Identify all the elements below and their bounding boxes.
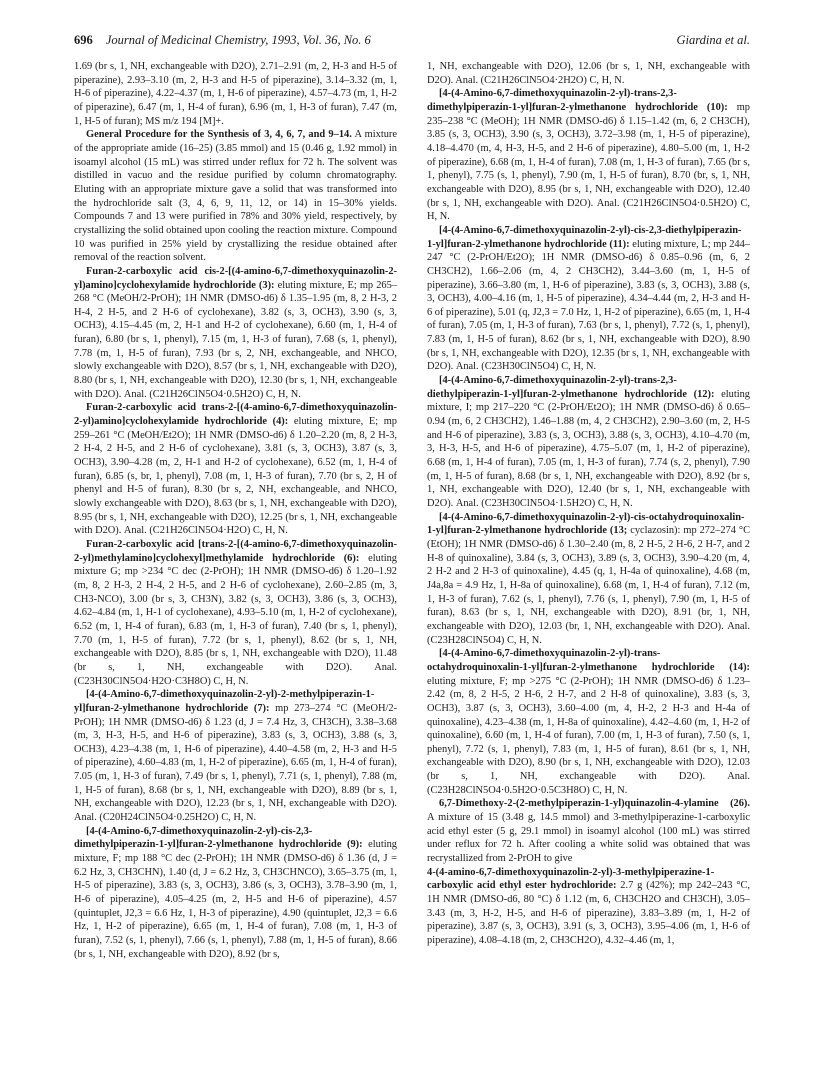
paragraph (427, 87, 750, 224)
paragraph (427, 511, 750, 648)
compound-heading: Furan-2-carboxylic acid cis-2-[(4-amino-6,7-dimethoxyquinazolin-2-yl)amino]cyclohexylamide hydrochloride (3): (74, 265, 397, 291)
compound-heading: [4-(4-Amino-6,7-dimethoxyquinazolin-2-yl)-2-methylpiperazin-1-yl]furan-2-ylmethanone hydrochloride (7): (74, 689, 375, 714)
paragraph-text: eluting mixture, I; mp 217–220 °C (2-PrOH/Et2O); 1H NMR (DMSO-d6) δ 0.65–0.94 (m, 6, 2 CH3CH2), 1.46–1.88 (m, 4, 2 CH3CH2), 2.90–3.60 (m, 2, H-5 and H-6 of piperazine), 3.83 (s, 3, OCH3), 3.88 (s, 3, OCH3), 4.10–4.70 (m, 3, H-3, H-5, and H-6 of piperazine), 4.75–5.07 (m, 1, H-2 of piperazine), 6.68 (m, 1, H-4 of furan), 7.05 (m, 1, H-3 of furan), 7.74 (s, 2, phenyl), 7.90 (m, 1, H-5 of furan), 8.68 (br s, 1, NH, exchangeable with D2O), 8.92 (br s, 1, NH, exchangeable with D2O), 12.40 (br s, 1, NH, exchangeable with D2O). Anal. (C23H30ClN5O4·1.5H2O) C, H, N. (427, 388, 750, 509)
paragraph (74, 688, 397, 825)
paragraph (74, 401, 397, 538)
paragraph-text: 1, NH, exchangeable with D2O), 12.06 (br s, 1, NH, exchangeable with D2O). Anal. (C21H26ClN5O4·2H2O) C, H, N. (427, 61, 750, 86)
paragraph-text: eluting mixture, L; mp 244–247 °C (2-PrOH/Et2O); 1H NMR (DMSO-d6) δ 0.85–0.96 (m, 6, 2 CH3CH2), 1.66–2.06 (m, 4, 2 CH3CH2), 3.44–3.60 (m, 1, H-5 of piperazine), 3.66–3.80 (m, 1, H-6 of piperazine), 3.83 (s, 3, OCH3), 3.88 (s, 3, OCH3), 4.00–4.16 (m, 1, H-5 of piperazine), 4.34–4.44 (m, 2, H-3 and H-6 of piperazine), 5.01 (q, J2,3 = 7.0 Hz, 1, H-2 of piperazine), 6.65 (m, 1, H-4 of furan), 7.05 (m, 1, H-3 of furan), 7.63 (br s, 1, phenyl), 7.72 (s, 1, phenyl), 7.83 (m, 1, H-5 of furan), 8.62 (br s, 1, NH, exchangeable with D2O), 8.90 (br s, 1, NH, exchangeable with D2O), 12.35 (br s, 1, NH, exchangeable with D2O). Anal. (C23H30ClN5O4) C, H, N. (427, 238, 750, 373)
compound-heading: [4-(4-Amino-6,7-dimethoxyquinazolin-2-yl)-cis-octahydroquinoxalin-1-yl]furan-2-ylmethanone hydrochloride (13; (427, 511, 745, 537)
paragraph-text: 2.7 g (42%); mp 242–243 °C, 1H NMR (DMSO-d6, 80 °C) δ 1.12 (m, 6, CH3CH2O and CH3CH), 3.05–3.43 (m, 3, H-2, H-5, and H-6 of piperazine), 3.83–3.89 (m, 1, H-2 of piperazine), 3.87 (s, 3, OCH3), 3.91 (s, 3, OCH3), 3.95–4.06 (m, 1, H-6 of piperazine), 4.08–4.18 (m, 2, CH3CH2O), 4.32–4.46 (m, 1, (427, 880, 750, 946)
paragraph-text: eluting mixture, E; mp 265–268 °C (MeOH/2-PrOH); 1H NMR (DMSO-d6) δ 1.35–1.95 (m, 8, 2 H-3, 2 H-4, 2 H-5, and 2 H-6 of cyclohexane), 3.82 (s, 3, OCH3), 3.90 (s, 3, OCH3), 4.15–4.45 (m, 2, H-1 and H-2 of cyclohexane), 6.60 (m, 1, H-4 of furan), 6.80 (br s, 1, phenyl), 7.15 (m, 1, H-3 of furan), 7.68 (s, 1, phenyl), 7.78 (m, 1, H-5 of furan), 7.93 (br s, 2, NH, exchangeable, and NHCO, slowly exchangeable with D2O), 8.57 (br s, 1, NH, exchangeable with D2O), 8.80 (br s, 1, NH, exchangeable with D2O), 12.30 (br s, 1, NH, exchangeable with D2O). Anal. (C21H26ClN5O4·0.5H2O) C, H, N. (74, 279, 397, 400)
paragraph (74, 265, 397, 402)
paragraph (74, 825, 397, 962)
paragraph (427, 374, 750, 511)
page-number: 696 (74, 33, 93, 47)
paragraph (74, 538, 397, 688)
paragraph-text: 1.69 (br s, 1, NH, exchangeable with D2O), 2.71–2.91 (m, 2, H-3 and H-5 of piperazine), 2.93–3.10 (m, 2, H-3 and H-5 of piperazine), 3.14–3.32 (m, 1, H-6 of piperazine), 4.22–4.37 (m, 1, H-6 of piperazine), 4.57–4.73 (m, 1, H-2 of piperazine), 6.47 (m, 1, H-4 of furan), 6.96 (m, 1, H-3 of furan), 7.47 (m, 1, H-5 of furan); MS m/z 194 [M]+. (74, 61, 397, 127)
compound-heading: [4-(4-Amino-6,7-dimethoxyquinazolin-2-yl)-trans-2,3-diethylpiperazin-1-yl]furan-2-ylmethanone hydrochloride (12): (427, 375, 715, 400)
running-authors: Giardina et al. (676, 33, 750, 47)
paragraph-text: A mixture of the appropriate amide (16–25) (3.85 mmol) and 15 (0.46 g, 1.92 mmol) in isoamyl alcohol (15 mL) was stirred under reflux for 72 h. The solvent was distilled in vacuo and the residue purified by column chromatography. Eluting with an appropriate mixture gave a solid that was transformed into the hydrochloride salt (3, 4, 6, 9, 11, 12, or 14) in 15–30% yields. Compounds 7 and 13 were purified in 78% and 30% yield, respectively, by crystallizing the solid obtained upon cooling the reaction mixture. Compound 10 was purified in 25% yield by crystallizing the residue obtained after removal of the reaction solvent. (74, 129, 397, 264)
compound-heading: [4-(4-Amino-6,7-dimethoxyquinazolin-2-yl)-trans-2,3-dimethylpiperazin-1-yl]furan-2-ylmethanone hydrochloride (10): (427, 88, 728, 113)
right-column (427, 60, 750, 1060)
paragraph-text: A mixture of 15 (3.48 g, 14.5 mmol) and 3-methylpiperazine-1-carboxylic acid ethyl ester (5 g, 29.1 mmol) in isoamyl alcohol (100 mL) was stirred under reflux for 72 h. After cooling a white solid was obtained that was recrystallized from 2-PrOH to give (427, 812, 750, 865)
journal-citation: Journal of Medicinal Chemistry, 1993, Vol. 36, No. 6 (105, 33, 371, 47)
paragraph-text: mp 235–238 °C (MeOH); 1H NMR (DMSO-d6) δ 1.15–1.42 (m, 6, 2 CH3CH), 3.85 (s, 3, OCH3), 3.90 (s, 3, OCH3), 3.72–3.98 (m, 1, H-5 of piperazine), 4.18–4.470 (m, 4, H-3, H-5, and 2 H-6 of piperazine), 4.80–5.00 (m, 1, H-2 of piperazine), 6.68 (m, 1, H-4 of furan), 7.08 (m, 1, H-3 of furan), 7.65 (br s, 1, phenyl), 7.75 (s, 1, phenyl), 7.90 (m, 1, H-5 of furan), 8.70 (br, s, 1, NH, exchangeable with D2O), 8.95 (br s, 1, NH, exchangeable with D2O), 12.40 (br s, 1, NH, exchangeable with D2O). Anal. (C21H26ClN5O4·0.5H2O) C, H, N. (427, 101, 750, 223)
left-column (74, 60, 397, 1060)
paragraph-text: eluting mixture, F; mp >275 °C (2-PrOH); 1H NMR (DMSO-d6) δ 1.23–2.42 (m, 8, 2 H-5, 2 H-6, 2 H-7, and 2 H-8 of quinoxaline), 3.83 (s, 3, OCH3), 3.87 (s, 3, OCH3), 3.60–4.00 (m, 4, H-2, 2 H-3 and H-4a of quinoxaline), 4.23–4.38 (m, 1, H-8a of quinoxaline), 4.42–4.60 (m, 1, H-2 of quinoxaline), 6.60 (m, 1, H-4 of furan), 7.00 (m, 1, H-3 of furan), 7.50 (s, 1, phenyl), 7.72 (s, 1, phenyl), 7.83 (m, 1, H-5 of furan), 8.61 (br s, 1, NH, exchangeable with D2O), 8.90 (br s, 1, NH, exchangeable with D2O), 12.03 (br s, 1, NH, exchangeable with D2O). Anal. (C23H28ClN5O4·0.5H2O·0.5C3H8O) C, H, N. (427, 675, 750, 796)
compound-heading: 6,7-Dimethoxy-2-(2-methylpiperazin-1-yl)quinazolin-4-ylamine (26). (439, 798, 750, 810)
paragraph (427, 60, 750, 87)
paragraph (427, 866, 750, 948)
paragraph-text: eluting mixture, F; mp 188 °C dec (2-PrOH); 1H NMR (DMSO-d6) δ 1.36 (d, J = 6.2 Hz, 3, CH3CHN), 1.40 (d, J = 6.2 Hz, 3, CH3CHNCO), 3.65–3.75 (m, 1, H-5 of piperazine), 3.83 (s, 3, OCH3), 3.86 (s, 3, OCH3), 3.78–3.90 (m, 1, H-6 of piperazine), 4.05–4.25 (m, 2, H-5 and H-6 of piperazine), 4.57 (quintuplet, J2,3 = 6.6 Hz, 1, H-3 of piperazine), 4.90 (quintuplet, J2,3 = 6.6 Hz, 1, H-2 of piperazine), 6.65 (m, 1, H-4 of furan), 7.08 (m, 1, H-3 of furan), 7.52 (s, 1, phenyl), 7.66 (s, 1, phenyl), 7.88 (m, 1, H-5 of furan), 8.66 (br s, 1, NH, exchangeable with D2O), 8.92 (br s, (74, 839, 397, 960)
compound-heading: [4-(4-Amino-6,7-dimethoxyquinazolin-2-yl)-trans-octahydroquinoxalin-1-yl]furan-2-ylmethanone hydrochloride (14): (427, 648, 750, 673)
compound-heading: 4-(4-amino-6,7-dimethoxyquinazolin-2-yl)-3-methylpiperazine-1-carboxylic acid ethyl ester hydrochloride: (427, 866, 715, 892)
compound-heading: [4-(4-Amino-6,7-dimethoxyquinazolin-2-yl)-cis-2,3-dimethylpiperazin-1-yl]furan-2-ylmethanone hydrochloride (9): (74, 825, 363, 851)
compound-heading: General Procedure for the Synthesis of 3, 4, 6, 7, and 9–14. (86, 129, 352, 141)
paragraph (427, 224, 750, 374)
running-header (74, 30, 750, 50)
paragraph (74, 128, 397, 265)
paragraph-text: cyclazosin): mp 272–274 °C (EtOH); 1H NMR (DMSO-d6) δ 1.30–2.40 (m, 8, 2 H-5, 2 H-6, 2 H-7, and 2 H-8 of quinoxaline), 3.84 (s, 3, OCH3), 3.89 (s, 3, OCH3), 3.90–4.20 (m, 4, 2 H-2 and 2 H-3 of quinoxaline), 4.45 (q, 1, H-4a of quinoxaline), 4.68 (m, J4a,8a = 4.9 Hz, 1, H-8a of quinoxaline), 6.68 (m, 1, H-4 of furan), 7.12 (m, 1, H-3 of furan), 7.62 (s, 1, phenyl), 7.76 (s, 1, phenyl), 7.90 (m, 1, H-5 of furan), 8.63 (br s, 1, NH, exchangeable with D2O), 8.91 (br, 1, NH, exchangeable with D2O), 12.03 (br, 1, NH, exchangeable with D2O). Anal. (C23H28ClN5O4) C, H, N. (427, 525, 750, 646)
paragraph (74, 60, 397, 128)
paragraph-text: mp 273–274 °C (MeOH/2-PrOH); 1H NMR (DMSO-d6) δ 1.23 (d, J = 7.4 Hz, 3, CH3CH), 3.38–3.68 (m, 3, H-3, H-5, and H-6 of piperazine), 3.83 (s, 3, OCH3), 3.88 (s, 3, OCH3), 4.23–4.38 (m, 1, H-6 of piperazine), 4.40–4.58 (m, 2, H-3 and H-5 of piperazine), 4.60–4.83 (m, 1, H-2 of piperazine), 6.65 (m, 1, H-4 of furan), 7.05 (m, 1, H-3 of furan), 7.49 (br s, 1, phenyl), 7.71 (s, 1, phenyl), 7.88 (m, 1, H-5 of furan), 8.68 (br s, 1, NH, exchangeable with D2O), 8.89 (br s, 1, NH, exchangeable with D2O), 12.23 (br s, 1, NH, exchangeable with D2O). Anal. (C20H24ClN5O4·0.25H2O) C, H, N. (74, 702, 397, 824)
paragraph-text: eluting mixture G; mp >234 °C dec (2-PrOH); 1H NMR (DMSO-d6) δ 1.20–1.92 (m, 8, 2 H-3, 2 H-4, 2 H-5, and 2 H-6 of cyclohexane), 2.60–2.85 (m, 3, CH3-NCO), 3.00 (br s, 3, CH3N), 3.82 (s, 3, OCH3), 3.86 (s, 3, OCH3), 4.62–4.84 (m, 1, H-1 of cyclohexane), 4.93–5.10 (m, 1, H-2 of cyclohexane), 6.52 (m, 1, H-4 of furan), 6.83 (m, 1, H-3 of furan), 7.40 (br s, 1, phenyl), 7.70 (m, 1, H-5 of furan), 7.72 (br s, 1, phenyl), 8.62 (br s, 1, NH, exchangeable with D2O), 8.85 (br s, 1, NH, exchangeable with D2O), 11.48 (br s, 1, NH, exchangeable with D2O). Anal. (C23H30ClN5O4·H2O·C3H8O) C, H, N. (74, 552, 397, 687)
compound-heading: Furan-2-carboxylic acid trans-2-[(4-amino-6,7-dimethoxyquinazolin-2-yl)amino]cyclohexylamide hydrochloride (4): (74, 402, 397, 428)
compound-heading: Furan-2-carboxylic acid [trans-2-[(4-amino-6,7-dimethoxyquinazolin-2-yl)methylamino]cyclohexyl]methylamide hydrochloride (6): (74, 538, 397, 564)
paragraph-text: eluting mixture, E; mp 259–261 °C (MeOH/Et2O); 1H NMR (DMSO-d6) δ 1.20–2.20 (m, 8, 2 H-3, 2 H-4, 2 H-5, and 2 H-6 of cyclohexane), 3.81 (s, 3, OCH3), 3.87 (s, 3, OCH3), 3.90–4.28 (m, 2, H-1 and H-2 of cyclohexane), 6.52 (m, 1, H-4 of furan), 6.85 (s, br, 1, phenyl), 7.08 (m, 1, H-3 of furan), 7.70 (br s, 2, H of phenyl and H-5 of furan), 8.30 (br s, 2, NH, exchangeable, and NHCO, slowly exchangeable with D2O), 8.63 (br s, 1, NH, exchangeable with D2O), 8.95 (br s, 1, NH, exchangeable with D2O), 12.25 (br s, 1, NH, exchangeable with D2O). Anal. (C21H26ClN5O4·H2O) C, H, N. (74, 416, 397, 537)
paragraph (427, 797, 750, 865)
paragraph (427, 647, 750, 797)
compound-heading: [4-(4-Amino-6,7-dimethoxyquinazolin-2-yl)-cis-2,3-diethylpiperazin-1-yl]furan-2-ylmethanone hydrochloride (11): (427, 224, 742, 250)
